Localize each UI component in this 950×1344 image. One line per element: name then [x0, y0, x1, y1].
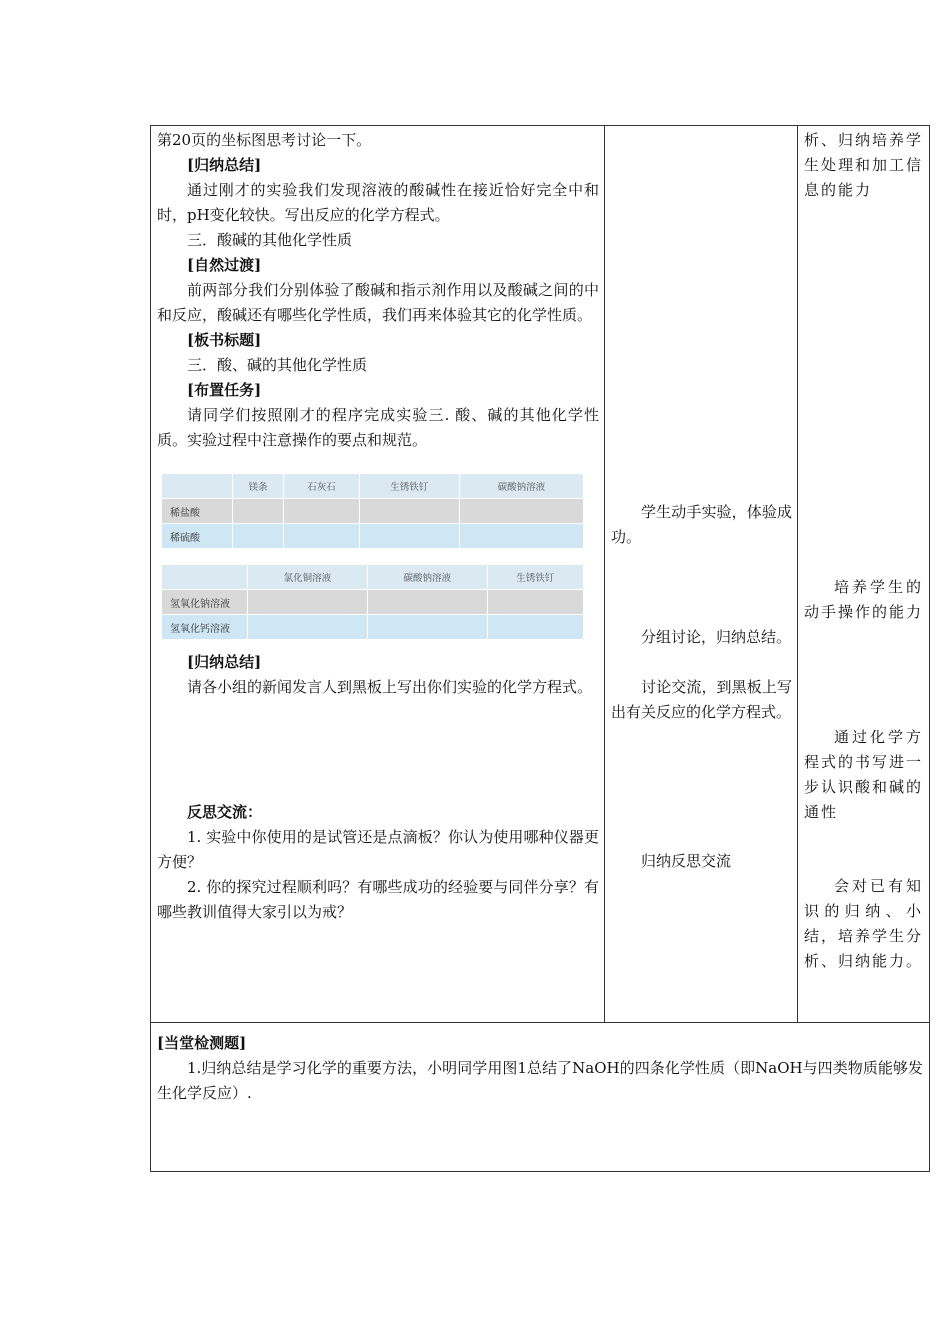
student-activity-2: 分组讨论，归纳总结。 [641, 628, 792, 646]
table1-cell [284, 499, 360, 524]
table2-cell [367, 590, 487, 615]
table2-cell [487, 615, 583, 640]
intent-3: 通过化学方程式的书写进一步认识酸和碱的通性 [804, 728, 924, 821]
table1-header: 碳酸钠溶液 [459, 474, 583, 499]
table2-cell [248, 590, 368, 615]
intent-1: 析、归纳培养学生处理和加工信息的能力 [804, 131, 924, 199]
text-p1: 第20页的坐标图思考讨论一下。 [157, 131, 372, 149]
table2-cell [367, 615, 487, 640]
text-p6: 请同学们按照刚才的程序完成实验三. 酸、碱的其他化学性质。实验过程中注意操作的要点和规范。 [157, 406, 599, 449]
heading-board-title: [板书标题] [187, 331, 262, 349]
lesson-plan-table [150, 125, 930, 1172]
table1-cell [359, 499, 459, 524]
student-activity-3: 讨论交流，到黑板上写出有关反应的化学方程式。 [611, 678, 792, 721]
table2-cell [487, 590, 583, 615]
student-activity-4: 归纳反思交流 [641, 852, 732, 870]
table1-header: 镁条 [233, 474, 284, 499]
table2-row-label: 氢氧化钙溶液 [162, 615, 248, 640]
test-question-1: 1.归纳总结是学习化学的重要方法，小明同学用图1总结了NaOH的四条化学性质（即NaOH与四类物质能够发生化学反应）. [157, 1059, 923, 1102]
table1-row-label: 稀硫酸 [162, 524, 233, 549]
table1-corner [162, 474, 233, 499]
text-p7: 请各小组的新闻发言人到黑板上写出你们实验的化学方程式。 [187, 678, 593, 696]
table1-cell [459, 499, 583, 524]
table2-corner [162, 565, 248, 590]
table1-header: 生锈铁钉 [359, 474, 459, 499]
table2-row-label: 氢氧化钠溶液 [162, 590, 248, 615]
base-reaction-table [161, 564, 584, 640]
table2-header: 碳酸钠溶液 [367, 565, 487, 590]
in-class-test-row [151, 1022, 929, 1171]
heading-reflection: 反思交流： [187, 803, 263, 821]
student-activity-column [605, 126, 798, 1022]
table2-header: 氯化铜溶液 [248, 565, 368, 590]
text-p4: 前两部分我们分别体验了酸碱和指示剂作用以及酸碱之间的中和反应，酸碱还有哪些化学性质，我们再来体验其它的化学性质。 [157, 281, 599, 324]
text-p5: 三．酸、碱的其他化学性质 [187, 356, 368, 374]
heading-in-class-test: [当堂检测题] [157, 1034, 247, 1052]
table2-cell [248, 615, 368, 640]
table1-cell [284, 524, 360, 549]
table1-cell [233, 524, 284, 549]
table1-header: 石灰石 [284, 474, 360, 499]
table1-row-label: 稀盐酸 [162, 499, 233, 524]
table1-cell [233, 499, 284, 524]
heading-assign-task: [布置任务] [187, 381, 262, 399]
table1-cell [359, 524, 459, 549]
student-activity-1: 学生动手实验，体验成功。 [611, 503, 792, 546]
teacher-activity-column [151, 126, 605, 1022]
heading-summary-1: [归纳总结] [187, 156, 262, 174]
text-p8: 1. 实验中你使用的是试管还是点滴板？你认为使用哪种仪器更方便？ [157, 828, 599, 871]
text-p3: 三．酸碱的其他化学性质 [187, 231, 353, 249]
text-p2: 通过刚才的实验我们发现溶液的酸碱性在接近恰好完全中和时，pH变化较快。写出反应的化学方程式。 [157, 181, 599, 224]
table1-cell [459, 524, 583, 549]
table2-header: 生锈铁钉 [487, 565, 583, 590]
text-p9: 2. 你的探究过程顺利吗？有哪些成功的经验要与同伴分享？有哪些教训值得大家引以为戒？ [157, 878, 599, 921]
intent-4: 会对已有知识的归纳、小结，培养学生分析、归纳能力。 [804, 877, 924, 970]
heading-transition: [自然过渡] [187, 256, 262, 274]
acid-reaction-table [161, 473, 584, 549]
design-intent-column [798, 126, 929, 1022]
intent-2: 培养学生的动手操作的能力 [804, 578, 924, 621]
heading-summary-2: [归纳总结] [187, 653, 262, 671]
